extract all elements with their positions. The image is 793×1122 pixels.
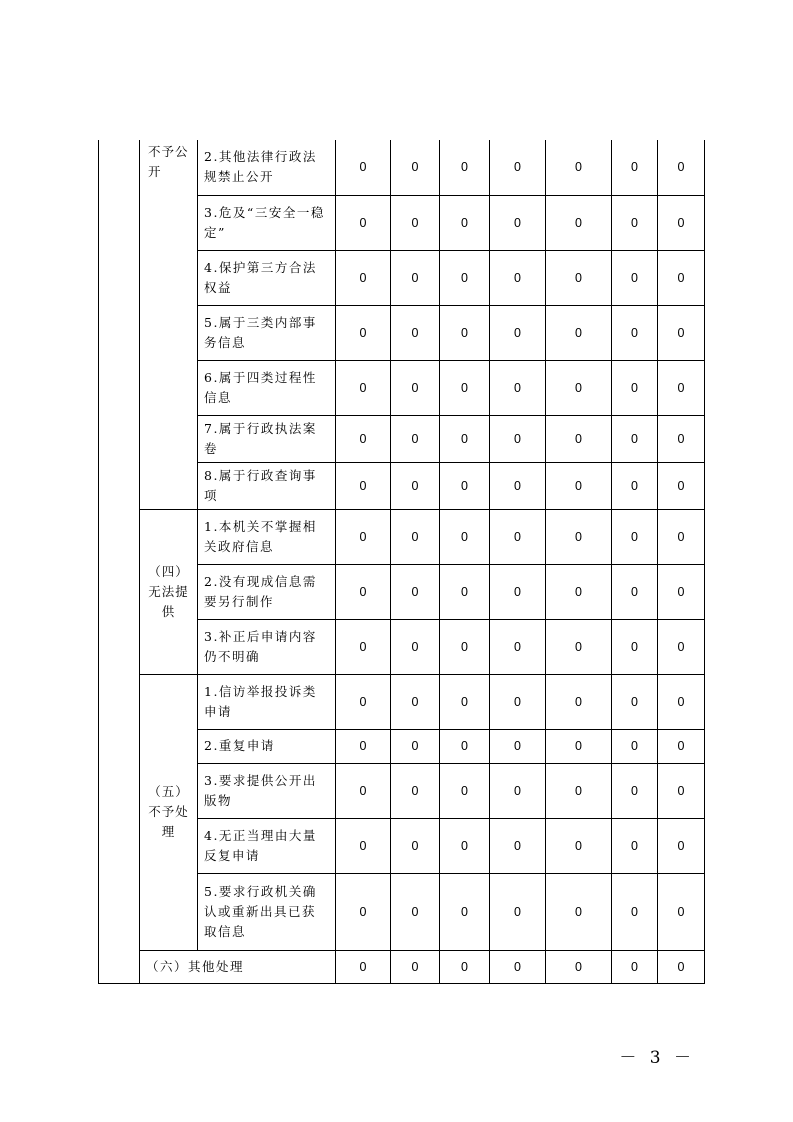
cell-value: 0 [490,619,546,674]
cell-value: 0 [490,305,546,360]
cell-value: 0 [490,415,546,462]
cell-value: 0 [440,674,490,729]
cell-value: 0 [440,360,490,415]
cell-value: 0 [546,250,612,305]
cell-value: 0 [336,619,391,674]
cell-value: 0 [336,360,391,415]
row-item-label: 3.危及“三安全一稳定” [198,195,336,250]
cell-value: 0 [391,950,440,983]
cell-value: 0 [658,674,705,729]
cell-value: 0 [391,763,440,818]
cell-value: 0 [440,619,490,674]
cell-value: 0 [658,950,705,983]
cell-value: 0 [391,360,440,415]
cell-value: 0 [490,462,546,509]
table-body [99,140,705,983]
row-item-label: 1.信访举报投诉类申请 [198,674,336,729]
cell-value: 0 [546,305,612,360]
cell-value: 0 [391,873,440,950]
cell-value: 0 [658,415,705,462]
table-row [99,950,705,983]
cell-value: 0 [612,195,658,250]
cell-value: 0 [612,415,658,462]
row-item-label: 4.无正当理由大量反复申请 [198,818,336,873]
cell-value: 0 [546,674,612,729]
cell-value: 0 [658,818,705,873]
cell-value: 0 [440,818,490,873]
cell-value: 0 [546,564,612,619]
cell-value: 0 [658,873,705,950]
outer-blank-column [99,140,140,983]
row-item-label: 1.本机关不掌握相关政府信息 [198,509,336,564]
cell-value: 0 [612,564,658,619]
cell-value: 0 [612,674,658,729]
cell-value: 0 [490,360,546,415]
cell-value: 0 [490,729,546,763]
cell-value: 0 [612,619,658,674]
cell-value: 0 [546,619,612,674]
cell-value: 0 [546,509,612,564]
cell-value: 0 [391,462,440,509]
cell-value: 0 [490,140,546,195]
cell-value: 0 [612,305,658,360]
cell-value: 0 [490,950,546,983]
row-item-label: 7.属于行政执法案卷 [198,415,336,462]
row-item-label: 3.要求提供公开出版物 [198,763,336,818]
cell-value: 0 [440,950,490,983]
row-item-label: 2.其他法律行政法规禁止公开 [198,140,336,195]
table-row [99,674,705,729]
cell-value: 0 [490,509,546,564]
row-item-label: 2.没有现成信息需要另行制作 [198,564,336,619]
cell-value: 0 [658,195,705,250]
cell-value: 0 [546,360,612,415]
cell-value: 0 [490,818,546,873]
cell-value: 0 [612,509,658,564]
cell-value: 0 [391,564,440,619]
cell-value: 0 [440,509,490,564]
cell-value: 0 [612,140,658,195]
cell-value: 0 [546,729,612,763]
cell-value: 0 [658,305,705,360]
cell-value: 0 [546,462,612,509]
cell-value: 0 [612,250,658,305]
cell-value: 0 [336,250,391,305]
cell-value: 0 [658,729,705,763]
cell-value: 0 [658,140,705,195]
cell-value: 0 [440,564,490,619]
cell-value: 0 [612,360,658,415]
cell-value: 0 [612,873,658,950]
cell-value: 0 [336,305,391,360]
group-label: （五）不予处理 [140,674,198,950]
cell-value: 0 [546,873,612,950]
cell-value: 0 [490,195,546,250]
cell-value: 0 [336,509,391,564]
cell-value: 0 [546,140,612,195]
row-item-label: 3.补正后申请内容仍不明确 [198,619,336,674]
statistics-table [98,140,705,984]
row-item-label: 4.保护第三方合法权益 [198,250,336,305]
cell-value: 0 [658,509,705,564]
cell-value: 0 [440,250,490,305]
cell-value: 0 [336,674,391,729]
cell-value: 0 [336,564,391,619]
cell-value: 0 [490,873,546,950]
page-number: － 3 － [619,1048,695,1068]
cell-value: 0 [490,250,546,305]
cell-value: 0 [490,763,546,818]
cell-value: 0 [546,763,612,818]
cell-value: 0 [391,140,440,195]
cell-value: 0 [440,729,490,763]
group-label: 不予公开 [140,140,198,509]
cell-value: 0 [336,195,391,250]
cell-value: 0 [658,763,705,818]
cell-value: 0 [391,305,440,360]
cell-value: 0 [490,564,546,619]
cell-value: 0 [336,873,391,950]
cell-value: 0 [336,763,391,818]
row-item-label: 6.属于四类过程性信息 [198,360,336,415]
cell-value: 0 [391,729,440,763]
cell-value: 0 [658,564,705,619]
cell-value: 0 [612,818,658,873]
cell-value: 0 [336,415,391,462]
cell-value: 0 [612,763,658,818]
cell-value: 0 [440,195,490,250]
cell-value: 0 [658,462,705,509]
cell-value: 0 [391,674,440,729]
cell-value: 0 [658,360,705,415]
cell-value: 0 [440,462,490,509]
cell-value: 0 [391,195,440,250]
other-handling-label: （六）其他处理 [140,950,336,983]
cell-value: 0 [440,873,490,950]
cell-value: 0 [391,415,440,462]
cell-value: 0 [546,950,612,983]
cell-value: 0 [336,818,391,873]
cell-value: 0 [440,763,490,818]
cell-value: 0 [612,729,658,763]
cell-value: 0 [336,729,391,763]
cell-value: 0 [391,509,440,564]
row-item-label: 2.重复申请 [198,729,336,763]
cell-value: 0 [440,140,490,195]
cell-value: 0 [391,818,440,873]
cell-value: 0 [546,818,612,873]
cell-value: 0 [391,250,440,305]
table-row [99,509,705,564]
cell-value: 0 [658,619,705,674]
cell-value: 0 [336,140,391,195]
cell-value: 0 [546,195,612,250]
row-item-label: 8.属于行政查询事项 [198,462,336,509]
cell-value: 0 [658,250,705,305]
cell-value: 0 [490,674,546,729]
cell-value: 0 [391,619,440,674]
row-item-label: 5.属于三类内部事务信息 [198,305,336,360]
cell-value: 0 [612,950,658,983]
cell-value: 0 [336,462,391,509]
cell-value: 0 [546,415,612,462]
cell-value: 0 [440,415,490,462]
cell-value: 0 [336,950,391,983]
group-label: （四）无法提供 [140,509,198,674]
row-item-label: 5.要求行政机关确认或重新出具已获取信息 [198,873,336,950]
cell-value: 0 [612,462,658,509]
cell-value: 0 [440,305,490,360]
